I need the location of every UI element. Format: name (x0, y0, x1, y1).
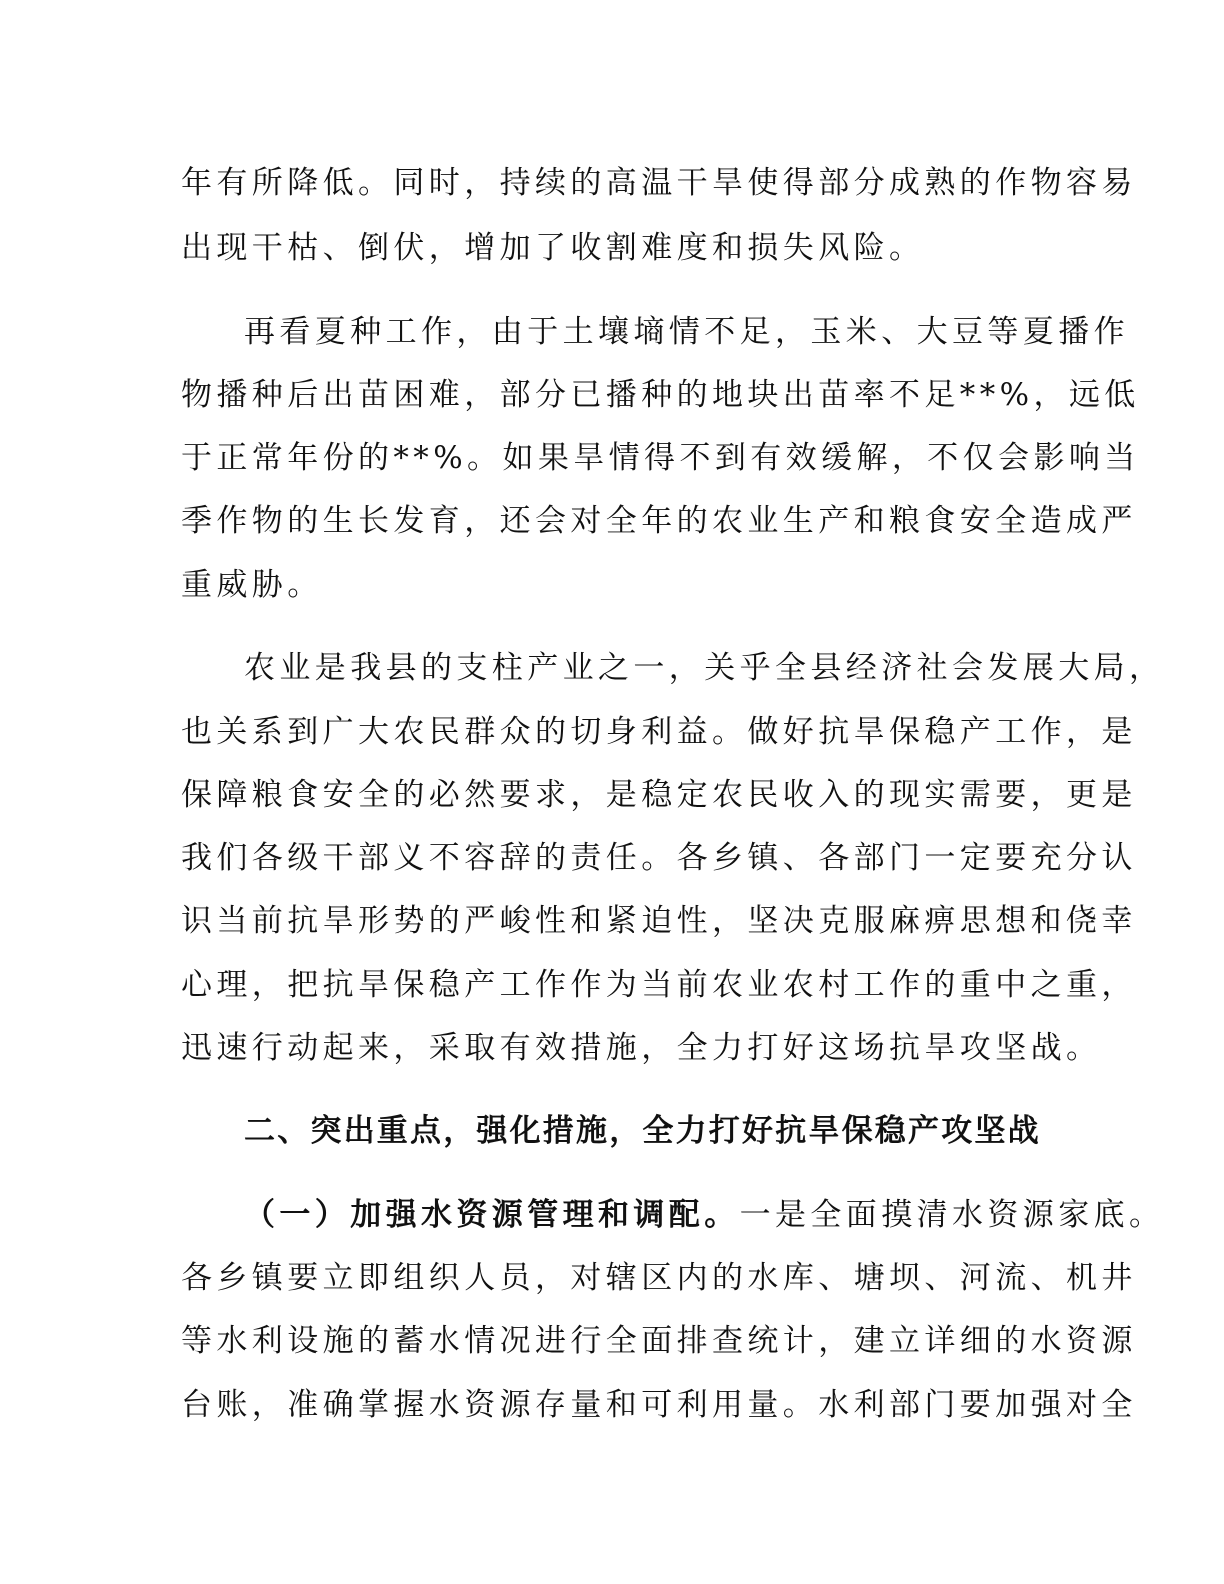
subsection-1-heading: （一）加强水资源管理和调配。 (244, 1197, 740, 1233)
paragraph-3-line-3: 保障粮食安全的必然要求，是稳定农民收入的现实需要，更是 (181, 777, 1137, 813)
paragraph-2-line-5: 重威胁。 (181, 567, 323, 603)
subsection-1-line-1 (244, 1195, 1164, 1235)
paragraph-1-line-2: 出现干枯、倒伏，增加了收割难度和损失风险。 (181, 230, 925, 266)
paragraph-3-line-5: 识当前抗旱形势的严峻性和紧迫性，坚决克服麻痹思想和侥幸 (181, 903, 1137, 939)
subsection-1-line-3: 等水利设施的蓄水情况进行全面排查统计，建立详细的水资源 (181, 1323, 1137, 1359)
paragraph-3-line-7: 迅速行动起来，采取有效措施，全力打好这场抗旱攻坚战。 (181, 1030, 1102, 1066)
section-heading: 二、突出重点，强化措施，全力打好抗旱保稳产攻坚战 (244, 1113, 1041, 1149)
paragraph-3-line-1: 农业是我县的支柱产业之一，关乎全县经济社会发展大局， (244, 650, 1165, 686)
subsection-1-line-2: 各乡镇要立即组织人员，对辖区内的水库、塘坝、河流、机井 (181, 1260, 1137, 1296)
paragraph-2-line-2: 物播种后出苗困难，部分已播种的地块出苗率不足**%，远低 (181, 377, 1140, 413)
paragraph-2-line-4: 季作物的生长发育，还会对全年的农业生产和粮食安全造成严 (181, 503, 1137, 539)
paragraph-3-line-2: 也关系到广大农民群众的切身利益。做好抗旱保稳产工作，是 (181, 714, 1137, 750)
subsection-1-line-4: 台账，准确掌握水资源存量和可利用量。水利部门要加强对全 (181, 1387, 1137, 1423)
paragraph-1-line-1: 年有所降低。同时，持续的高温干旱使得部分成熟的作物容易 (181, 165, 1137, 201)
subsection-1-first-line-text: 一是全面摸清水资源家底。 (739, 1197, 1165, 1233)
paragraph-3-line-6: 心理，把抗旱保稳产工作作为当前农业农村工作的重中之重， (181, 967, 1137, 1003)
paragraph-2-line-3: 于正常年份的**%。如果旱情得不到有效缓解，不仅会影响当 (181, 440, 1140, 476)
paragraph-2-line-1: 再看夏种工作，由于土壤墒情不足，玉米、大豆等夏播作 (244, 314, 1129, 350)
paragraph-3-line-4: 我们各级干部义不容辞的责任。各乡镇、各部门一定要充分认 (181, 840, 1137, 876)
